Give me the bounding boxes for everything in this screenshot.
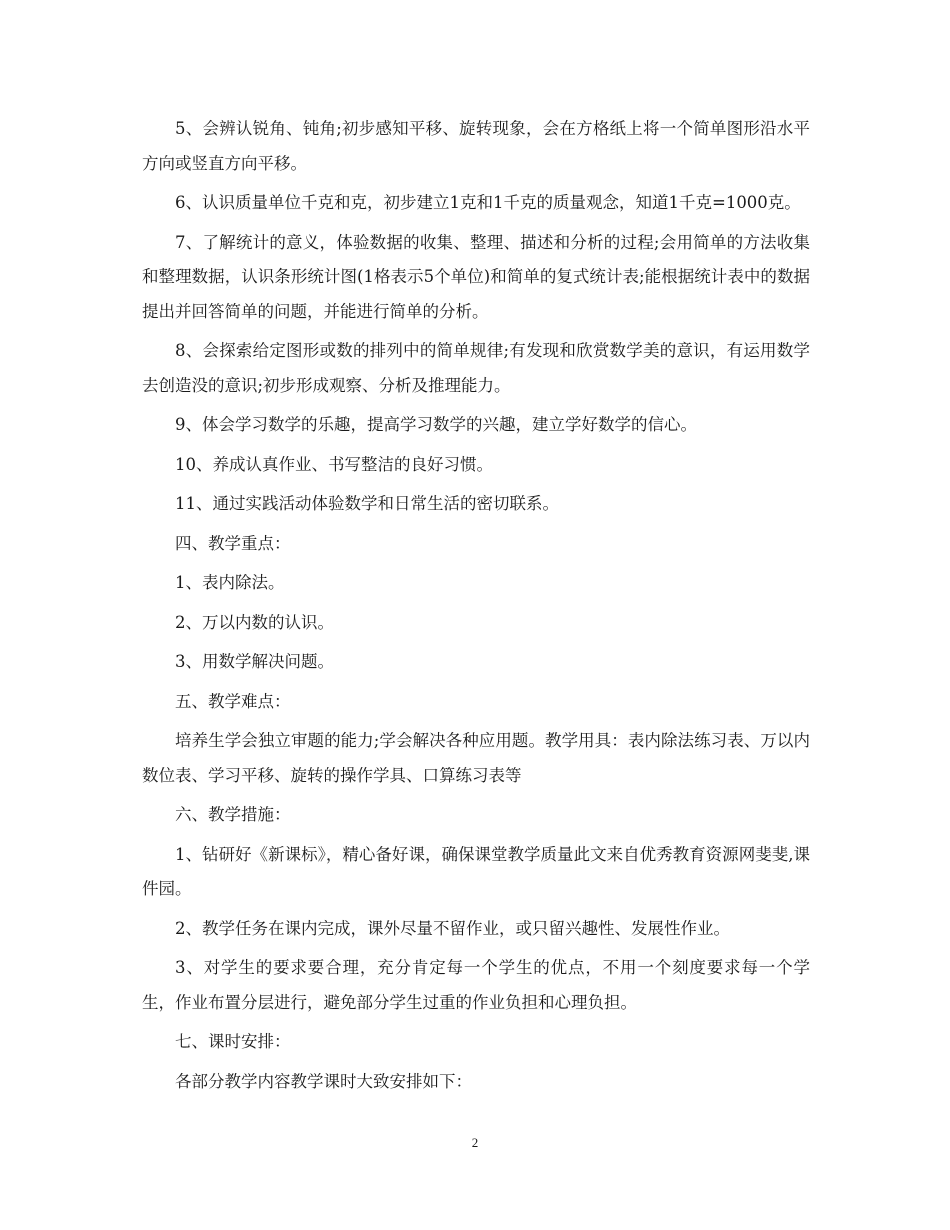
section-heading: 四、教学重点： — [175, 533, 291, 553]
paragraph: 8、会探索给定图形或数的排列中的简单规律;有发现和欣赏数学美的意识，有运用数学去创造没的意识;初步形成观察、分析及推理能力。 — [142, 341, 810, 395]
section-heading: 六、教学措施： — [175, 805, 291, 824]
paragraph: 2、万以内数的认识。 — [175, 612, 334, 632]
paragraph: 3、用数学解决问题。 — [175, 652, 334, 671]
paragraph: 10、养成认真作业、书写整洁的良好习惯。 — [175, 454, 493, 474]
page-number: 2 — [471, 1135, 479, 1150]
section-heading: 七、课时安排： — [175, 1032, 291, 1051]
paragraph: 1、表内除法。 — [175, 573, 285, 592]
paragraph: 5、会辨认锐角、钝角;初步感知平移、旋转现象，会在方格纸上将一个简单图形沿水平方向或竖直方向平移。 — [142, 119, 810, 173]
paragraph: 11、通过实践活动体验数学和日常生活的密切联系。 — [175, 494, 559, 513]
paragraph: 1、钻研好《新课标》，精心备好课，确保课堂教学质量此文来自优秀教育资源网斐斐,课件园。 — [142, 844, 810, 898]
body-text — [142, 112, 810, 1104]
paragraph: 6、认识质量单位千克和克，初步建立1克和1千克的质量观念，知道1千克=1000克。 — [175, 193, 801, 212]
paragraph: 各部分教学内容教学课时大致安排如下： — [175, 1071, 472, 1091]
paragraph: 3、对学生的要求要合理，充分肯定每一个学生的优点，不用一个刻度要求每一个学生，作业布置分层进行，避免部分学生过重的作业负担和心理负担。 — [142, 958, 810, 1012]
paragraph: 9、体会学习数学的乐趣，提高学习数学的兴趣，建立学好数学的信心。 — [175, 415, 697, 434]
paragraph: 2、教学任务在课内完成，课外尽量不留作业，或只留兴趣性、发展性作业。 — [175, 918, 730, 938]
paragraph: 7、了解统计的意义，体验数据的收集、整理、描述和分析的过程;会用简单的方法收集和整理数据，认识条形统计图(1格表示5个单位)和简单的复式统计表;能根据统计表中的数据提出并回答简单的问题，并能进行简单的分析。 — [142, 232, 810, 321]
section-heading: 五、教学难点： — [175, 691, 291, 711]
paragraph: 培养生学会独立审题的能力;学会解决各种应用题。教学用具：表内除法练习表、万以内数位表、学习平移、旋转的操作学具、口算练习表等 — [142, 731, 810, 785]
